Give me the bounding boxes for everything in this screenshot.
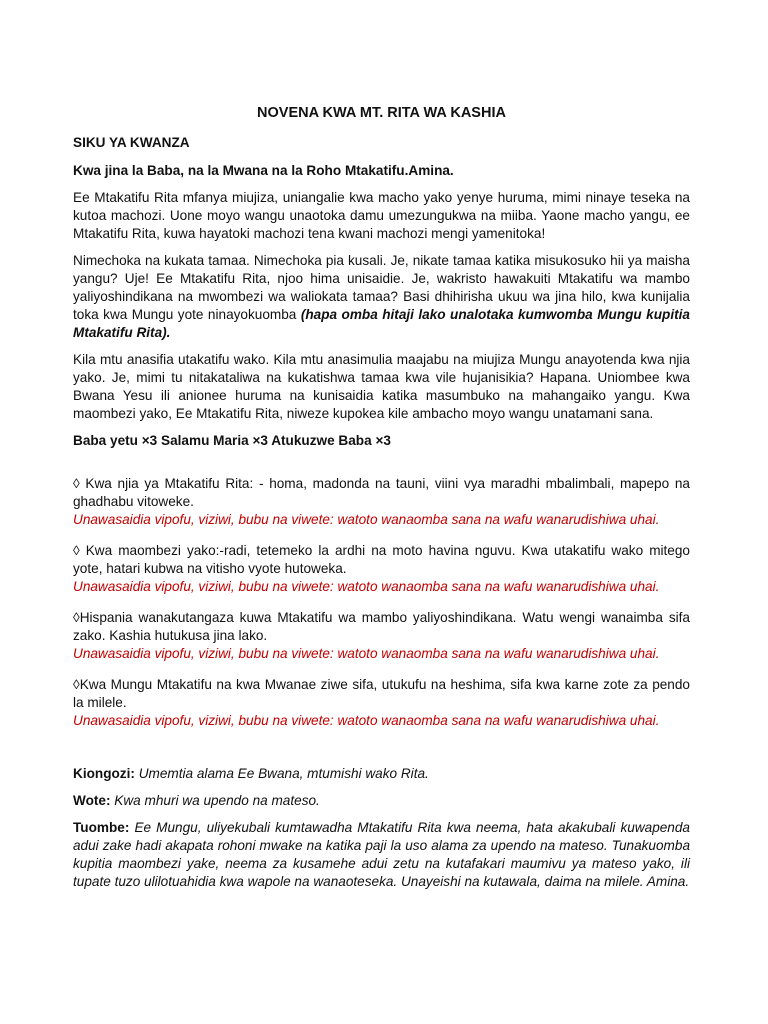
kiongozi-text: Umemtia alama Ee Bwana, mtumishi wako Rita.: [138, 766, 429, 781]
page-title: NOVENA KWA MT. RITA WA KASHIA: [257, 105, 506, 121]
wote-text: Kwa mhuri wa upendo na mateso.: [114, 793, 320, 808]
paragraph-2-emphasis: (hapa omba hitaji lako unalotaka kumwomba Mungu kupitia Mtakatifu Rita).: [73, 307, 690, 340]
paragraph-3: Kila mtu anasifia utakatifu wako. Kila mtu anasimulia maajabu na miujiza Mungu anayotenda kwa njia yako. Je, mimi tu nitakataliwa na kukatishwa tamaa kwa vile hujanisikia? Hapana. Uniombee kwa Bwana Yesu ili anionee huruma na kunisaidia katika masumbuko na mahangaiko yangu. Kwa maombezi yako, Ee Mtakatifu Rita, niweze kupokea kile ambacho moyo wangu unatamani sana.: [73, 352, 690, 421]
wote-line: [73, 792, 690, 810]
litany-response: Unawasaidia vipofu, viziwi, bubu na viwete: watoto wanaomba sana na wafu wanarudishiwa uhai.: [73, 579, 660, 594]
kiongozi-line: [73, 765, 690, 783]
litany-item: [73, 542, 690, 596]
tuombe-text: Ee Mungu, uliyekubali kumtawadha Mtakatifu Rita kwa neema, hata akakubali kuwapenda adui zake hadi akapata rohoni mwake na katika paji la uso alama za upendo na mateso. Tunakuomba kupitia maombezi yake, neema za kusamehe adui zetu na kutafakari maumivu ya mateso yako, ili tupate tuzo ulilotuahidia kwa wapole na wanaoteseka. Unayeishi na kutawala, daima na milele. Amina.: [73, 820, 690, 889]
tuombe-prayer: [73, 819, 690, 891]
kiongozi-label: Kiongozi:: [73, 766, 135, 781]
litany-verse: ◊Hispania wanakutangaza kuwa Mtakatifu wa mambo yaliyoshindikana. Watu wengi wanaimba sifa zako. Kashia hutukusa jina lako.: [73, 610, 690, 643]
paragraph-2-text: Nimechoka na kukata tamaa. Nimechoka pia kusali. Je, nikate tamaa katika misukosuko hii ya maisha yangu? Uje! Ee Mtakatifu Rita, njoo hima unisaidie. Je, wakristo hawakuiti Mtakatifu wa mambo yaliyoshindikana na mwombezi wa waliokata tamaa? Basi dhihirisha ukuu wa jina hilo, kwa kunijalia toka kwa Mungu yote ninayokuomba: [73, 253, 690, 322]
opening-invocation: Kwa jina la Baba, na la Mwana na la Roho Mtakatifu.Amina.: [73, 163, 454, 178]
prayers-line: Baba yetu ×3 Salamu Maria ×3 Atukuzwe Baba ×3: [73, 433, 391, 448]
paragraph-2: [73, 252, 690, 342]
tuombe-label: Tuombe:: [73, 820, 130, 835]
document-page: [73, 104, 690, 900]
litany-response: Unawasaidia vipofu, viziwi, bubu na viwete: watoto wanaomba sana na wafu wanarudishiwa uhai.: [73, 713, 660, 728]
litany-response: Unawasaidia vipofu, viziwi, bubu na viwete: watoto wanaomba sana na wafu wanarudishiwa uhai.: [73, 512, 660, 527]
litany-item: [73, 676, 690, 730]
litany-verse: ◊Kwa Mungu Mtakatifu na kwa Mwanae ziwe sifa, utukufu na heshima, sifa kwa karne zote za pendo la milele.: [73, 677, 690, 710]
litany-verse: ◊ Kwa maombezi yako:-radi, tetemeko la ardhi na moto havina nguvu. Kwa utakatifu wako mitego yote, hatari kubwa na vitisho vyote hutoweka.: [73, 543, 690, 576]
litany-verse: ◊ Kwa njia ya Mtakatifu Rita: - homa, madonda na tauni, viini vya maradhi mbalimbali, mapepo na ghadhabu vitoweke.: [73, 476, 690, 509]
litany-item: [73, 475, 690, 529]
paragraph-1: Ee Mtakatifu Rita mfanya miujiza, uniangalie kwa macho yako yenye huruma, mimi ninaye teseka na kutoa machozi. Uone moyo wangu unaotoka damu umezungukwa na miiba. Yaone macho yangu, ee Mtakatifu Rita, kuwa hayatoki machozi tena kwani machozi mengi yamenitoka!: [73, 190, 690, 241]
wote-label: Wote:: [73, 793, 111, 808]
litany-response: Unawasaidia vipofu, viziwi, bubu na viwete: watoto wanaomba sana na wafu wanarudishiwa uhai.: [73, 646, 660, 661]
day-heading: SIKU YA KWANZA: [73, 135, 190, 150]
litany-item: [73, 609, 690, 663]
